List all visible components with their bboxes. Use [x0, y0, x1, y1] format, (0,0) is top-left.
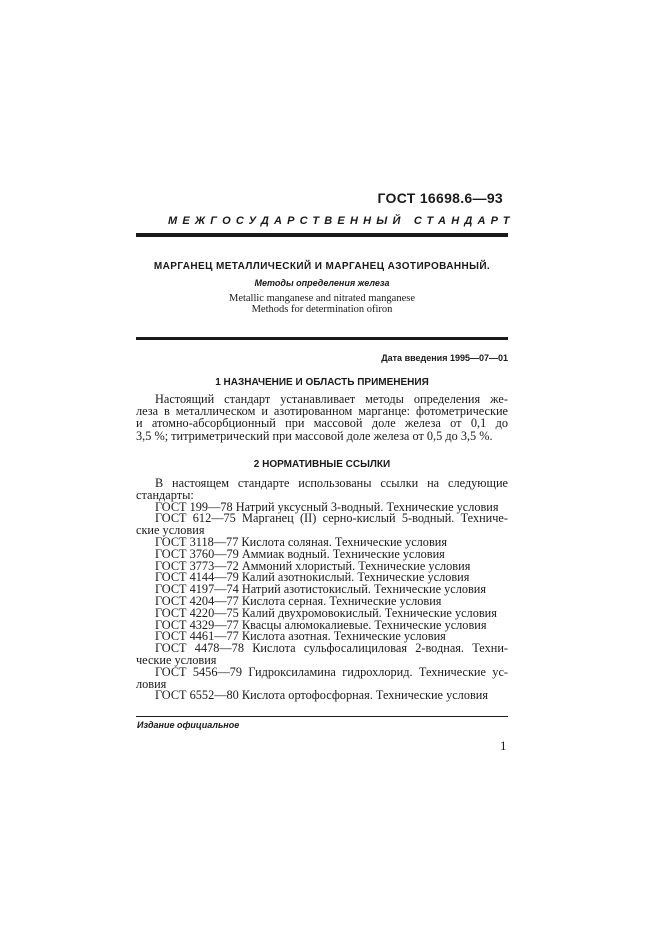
introduction-date: Дата введения 1995—07—01: [381, 353, 508, 363]
document-code: ГОСТ 16698.6—93: [377, 190, 503, 206]
reference-item: ГОСТ 4197—74 Натрий азотистокислый. Технические условия: [155, 582, 487, 597]
reference-item: ГОСТ 4220—75 Калий двухромовокислый. Технические условия: [155, 605, 497, 620]
document-title: МАРГАНЕЦ МЕТАЛЛИЧЕСКИЙ И МАРГАНЕЦ АЗОТИРОВАННЫЙ.: [153, 261, 491, 272]
footer-divider: [136, 716, 508, 717]
document-subtitle: Методы определения железа: [254, 278, 390, 288]
section-1-text: [136, 393, 508, 442]
text-line: стандарты:: [136, 487, 194, 502]
reference-item-continuation: ские условия: [136, 523, 205, 538]
reference-item: ГОСТ 3118—77 Кислота соляная. Технические условия: [155, 534, 448, 549]
text-line: В настоящем стандарте использованы ссылки на следующие: [155, 476, 508, 490]
reference-item: ГОСТ 4144—79 Калий азотнокислый. Технические условия: [155, 570, 470, 585]
reference-item: ГОСТ 4478—78 Кислота сульфосалициловая 2-водная. Техни-: [155, 641, 508, 656]
standard-type-heading: МЕЖГОСУДАРСТВЕННЫЙ СТАНДАРТ: [168, 215, 515, 227]
reference-item: ГОСТ 3760—79 Аммиак водный. Технические условия: [155, 546, 445, 561]
text-line: 3,5 %; титриметрический при массовой доле железа от 0,5 до 3,5 %.: [136, 428, 493, 443]
text-line: леза в металлическом и азотированном марганце: фотометрические: [136, 404, 508, 419]
section-2-heading: 2 НОРМАТИВНЫЕ ССЫЛКИ: [253, 459, 391, 470]
reference-item: ГОСТ 4329—77 Квасцы алюмокалиевые. Технические условия: [155, 617, 487, 632]
reference-item: ГОСТ 612—75 Марганец (II) серно-кислый 5-водный. Техниче-: [155, 511, 508, 526]
header-divider: [136, 233, 508, 237]
page-number: 1: [500, 738, 507, 753]
title-divider: [136, 337, 508, 340]
english-title-line-2: Methods for determination ofiron: [251, 304, 393, 315]
reference-item: ГОСТ 4204—77 Кислота серная. Технические условия: [155, 593, 442, 608]
reference-item: ГОСТ 6552—80 Кислота ортофосфорная. Технические условия: [155, 688, 489, 703]
text-line: Настоящий стандарт устанавливает методы определения же-: [155, 392, 508, 406]
reference-item: ГОСТ 199—78 Натрий уксусный 3-водный. Технические условия: [155, 499, 499, 514]
reference-item-continuation: ческие условия: [136, 652, 217, 667]
reference-item: ГОСТ 5456—79 Гидроксиламина гидрохлорид. Технические ус-: [155, 664, 508, 679]
reference-item-continuation: ловия: [136, 676, 167, 691]
section-1-heading: 1 НАЗНАЧЕНИЕ И ОБЛАСТЬ ПРИМЕНЕНИЯ: [215, 377, 429, 388]
reference-item: ГОСТ 4461—77 Кислота азотная. Технические условия: [155, 629, 446, 644]
edition-note: Издание официальное: [137, 720, 240, 730]
references-list: [136, 478, 508, 702]
text-line: и атомно-абсорбционный при массовой доле железа от 0,1 до: [136, 416, 508, 431]
reference-item: ГОСТ 3773—72 Аммоний хлористый. Технические условия: [155, 558, 471, 573]
english-title-line-1: Metallic manganese and nitrated manganese: [228, 293, 415, 304]
